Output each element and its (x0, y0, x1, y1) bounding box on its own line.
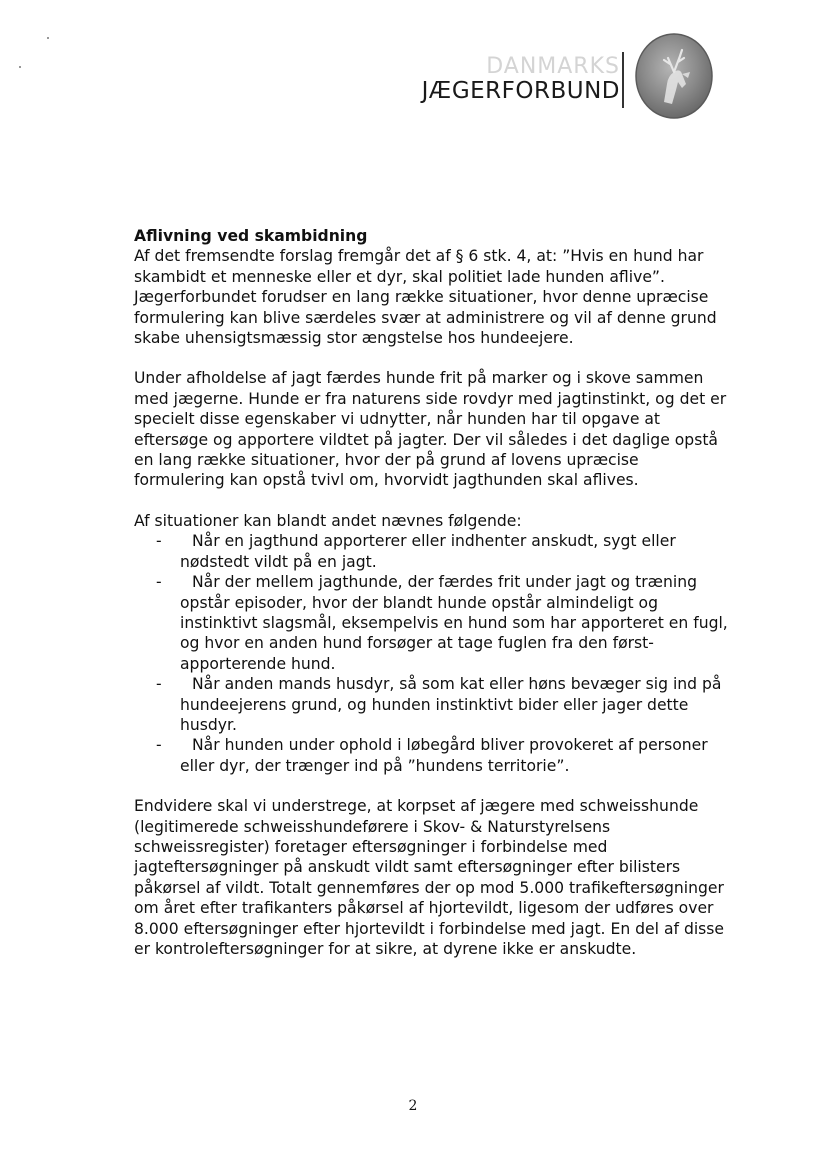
list-item-text: Når en jagthund apporterer eller indhenter anskudt, sygt eller nødstedt vildt på en jagt. (180, 532, 676, 571)
list-item-text: Når hunden under ophold i løbegård bliver provokeret af personer eller dyr, der trænger ind på ”hundens territorie”. (180, 736, 708, 775)
paragraph: Af det fremsendte forslag fremgår det af § 6 stk. 4, at: ”Hvis en hund har skambidt et menneske eller et dyr, skal politiet lade hunden aflive”. Jægerforbundet forudser en lang række situationer, hvor denne upræcise formulering kan blive særdeles svær at administrere og vil af denne grund skabe uhensigtsmæssig stor ængstelse hos hundeejere. (134, 247, 717, 348)
list-item (134, 572, 734, 674)
letterhead-divider (622, 52, 624, 108)
closing-paragraph: Endvidere skal vi understrege, at korpset af jægere med schweisshunde (legitimerede schweisshundeførere i Skov- & Naturstyrelsens schweissregister) foretager eftersøgninger i forbindelse med jagteftersøgninger på anskudt vildt samt eftersøgninger efter bilisters påkørsel af vildt. Totalt gennemføres der op mod 5.000 trafikeftersøgninger om året efter trafikanters påkørsel af hjortevildt, ligesom der udføres over 8.000 eftersøgninger efter hjortevildt i forbindelse med jagt. En del af disse er kontroleftersøgninger for at sikre, at dyrene ikke er anskudte. (134, 797, 725, 958)
letterhead-line-2: JÆGERFORBUND (421, 78, 620, 104)
scan-speck (19, 66, 21, 68)
bullet-dash: - (156, 736, 162, 755)
jaegerforbund-seal-logo (634, 32, 714, 120)
bullet-dash: - (156, 532, 162, 551)
list-item-text: Når der mellem jagthunde, der færdes frit under jagt og træning opstår episoder, hvor der blandt hunde opstår almindeligt og instinktivt slagsmål, eksempelvis en hund som har apporteret en fugl, og hvor en anden hund forsøger at tage fuglen fra den først-apporterende hund. (180, 573, 728, 673)
list-item (134, 735, 734, 776)
bullet-dash: - (156, 675, 162, 694)
section-heading: Aflivning ved skambidning (134, 227, 368, 245)
letter-body (134, 226, 734, 979)
paragraph: Under afholdelse af jagt færdes hunde frit på marker og i skove sammen med jægerne. Hunde er fra naturens side rovdyr med jagtinstinkt, og det er specielt disse egenskaber vi udnytter, når hunden har til opgave at eftersøge og apportere vildtet på jagter. Der vil således i det daglige opstå en lang række situationer, hvor der på grund af lovens upræcise formulering kan opstå tvivl om, hvorvidt jagthunden skal aflives. (134, 369, 727, 490)
letterhead-line-1: DANMARKS (486, 54, 620, 79)
list-intro: Af situationer kan blandt andet nævnes følgende: (134, 511, 522, 530)
situation-list (134, 531, 734, 776)
list-item-text: Når anden mands husdyr, så som kat eller høns bevæger sig ind på hundeejerens grund, og hunden instinktivt bider eller jager dette husdyr. (180, 675, 722, 734)
letterhead (400, 30, 730, 130)
list-item (134, 674, 734, 735)
page-number: 2 (408, 1098, 418, 1114)
bullet-dash: - (156, 573, 162, 592)
list-item (134, 531, 734, 572)
scan-speck (47, 37, 49, 39)
